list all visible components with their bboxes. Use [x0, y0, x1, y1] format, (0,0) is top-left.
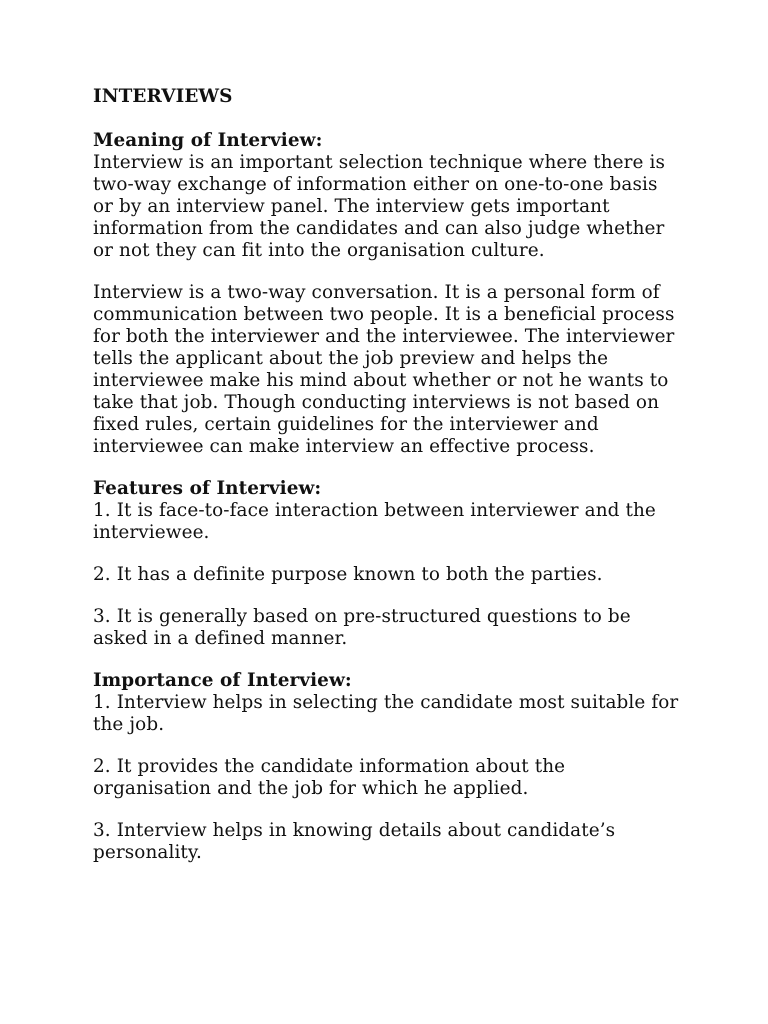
features-section [93, 478, 683, 544]
document-title: INTERVIEWS [93, 86, 233, 107]
features-item-3: 3. It is generally based on pre-structured questions to be asked in a defined manner. [93, 606, 631, 649]
importance-item-2: 2. It provides the candidate information about the organisation and the job for which he applied. [93, 756, 566, 799]
features-heading: Features of Interview: [93, 478, 322, 499]
meaning-paragraph-1: Interview is an important selection technique where there is two-way exchange of information either on one-to-one basis or by an interview panel. The interview gets important information from the candidates and can also judge whether or not they can fit into the organisation culture. [93, 152, 665, 261]
meaning-heading: Meaning of Interview: [93, 130, 323, 151]
importance-section [93, 670, 683, 736]
importance-heading: Importance of Interview: [93, 670, 352, 691]
importance-item-3: 3. Interview helps in knowing details about candidate’s personality. [93, 820, 616, 863]
features-item-2: 2. It has a definite purpose known to both the parties. [93, 564, 603, 585]
features-item-1: 1. It is face-to-face interaction between interviewer and the interviewee. [93, 500, 656, 543]
meaning-section [93, 130, 683, 262]
meaning-paragraph-2: Interview is a two-way conversation. It is a personal form of communication between two people. It is a beneficial process for both the interviewer and the interviewee. The interviewer tells the applicant about the job preview and helps the interviewee make his mind about whether or not he wants to take that job. Though conducting interviews is not based on fixed rules, certain guidelines for the interviewer and interviewee can make interview an effective process. [93, 282, 675, 457]
importance-item-1: 1. Interview helps in selecting the candidate most suitable for the job. [93, 692, 679, 735]
document-page [93, 86, 683, 884]
